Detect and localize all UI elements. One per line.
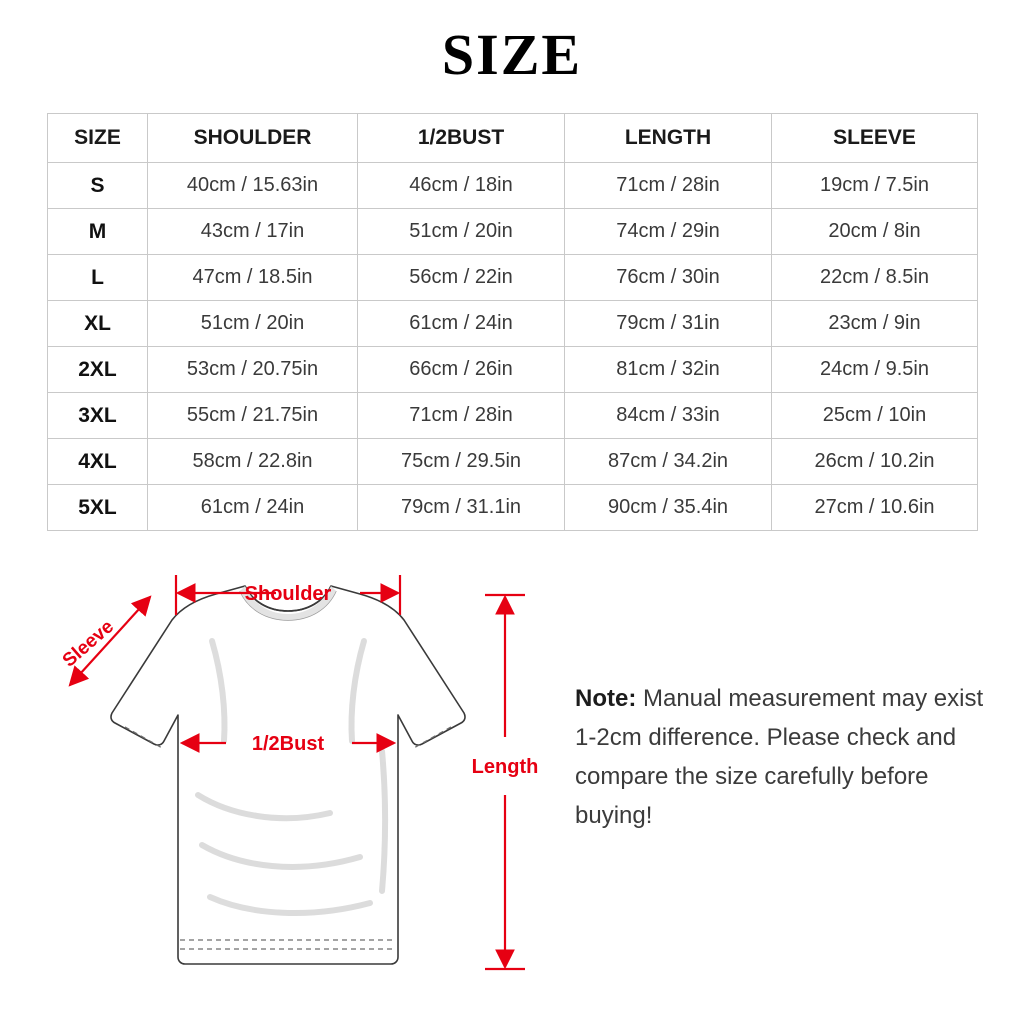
cell-size: M xyxy=(48,209,148,255)
column-header-length: LENGTH xyxy=(565,114,772,163)
length-measure-annotation xyxy=(485,595,525,969)
cell-shoulder: 47cm / 18.5in xyxy=(148,255,358,301)
cell-bust: 56cm / 22in xyxy=(358,255,565,301)
cell-sleeve: 22cm / 8.5in xyxy=(772,255,978,301)
cell-size: 3XL xyxy=(48,393,148,439)
table-row xyxy=(48,439,978,485)
table-row xyxy=(48,163,978,209)
cell-sleeve: 27cm / 10.6in xyxy=(772,485,978,531)
size-chart-table xyxy=(47,113,978,531)
tshirt-measurement-diagram xyxy=(30,545,560,1015)
note-block xyxy=(575,680,995,836)
cell-length: 81cm / 32in xyxy=(565,347,772,393)
cell-shoulder: 51cm / 20in xyxy=(148,301,358,347)
column-header-sleeve: SLEEVE xyxy=(772,114,978,163)
length-label: Length xyxy=(471,756,539,778)
cell-length: 84cm / 33in xyxy=(565,393,772,439)
cell-bust: 46cm / 18in xyxy=(358,163,565,209)
cell-length: 87cm / 34.2in xyxy=(565,439,772,485)
cell-bust: 75cm / 29.5in xyxy=(358,439,565,485)
cell-shoulder: 43cm / 17in xyxy=(148,209,358,255)
shoulder-label: Shoulder xyxy=(244,583,332,605)
column-header-bust: 1/2BUST xyxy=(358,114,565,163)
cell-sleeve: 26cm / 10.2in xyxy=(772,439,978,485)
cell-size: 5XL xyxy=(48,485,148,531)
cell-length: 76cm / 30in xyxy=(565,255,772,301)
table-row xyxy=(48,393,978,439)
cell-sleeve: 20cm / 8in xyxy=(772,209,978,255)
cell-sleeve: 24cm / 9.5in xyxy=(772,347,978,393)
sleeve-label: Sleeve xyxy=(58,616,119,672)
column-header-size: SIZE xyxy=(48,114,148,163)
cell-sleeve: 19cm / 7.5in xyxy=(772,163,978,209)
note-text: Manual measurement may exist 1-2cm difference. Please check and compare the size carefully before buying! xyxy=(575,685,984,829)
cell-length: 71cm / 28in xyxy=(565,163,772,209)
bust-label: 1/2Bust xyxy=(251,733,325,755)
cell-shoulder: 53cm / 20.75in xyxy=(148,347,358,393)
cell-sleeve: 25cm / 10in xyxy=(772,393,978,439)
cell-length: 79cm / 31in xyxy=(565,301,772,347)
cell-size: XL xyxy=(48,301,148,347)
cell-size: L xyxy=(48,255,148,301)
table-row xyxy=(48,255,978,301)
cell-bust: 79cm / 31.1in xyxy=(358,485,565,531)
cell-bust: 66cm / 26in xyxy=(358,347,565,393)
table-row xyxy=(48,485,978,531)
cell-shoulder: 55cm / 21.75in xyxy=(148,393,358,439)
cell-bust: 71cm / 28in xyxy=(358,393,565,439)
table-header-row xyxy=(48,114,978,163)
cell-bust: 51cm / 20in xyxy=(358,209,565,255)
cell-shoulder: 58cm / 22.8in xyxy=(148,439,358,485)
cell-length: 74cm / 29in xyxy=(565,209,772,255)
column-header-shoulder: SHOULDER xyxy=(148,114,358,163)
cell-size: 4XL xyxy=(48,439,148,485)
table-row xyxy=(48,301,978,347)
page-title: SIZE xyxy=(441,22,583,87)
cell-shoulder: 40cm / 15.63in xyxy=(148,163,358,209)
cell-sleeve: 23cm / 9in xyxy=(772,301,978,347)
table-row xyxy=(48,347,978,393)
table-row xyxy=(48,209,978,255)
cell-size: S xyxy=(48,163,148,209)
cell-length: 90cm / 35.4in xyxy=(565,485,772,531)
cell-shoulder: 61cm / 24in xyxy=(148,485,358,531)
cell-bust: 61cm / 24in xyxy=(358,301,565,347)
note-label: Note: xyxy=(575,685,637,712)
tshirt-illustration xyxy=(111,586,465,964)
cell-size: 2XL xyxy=(48,347,148,393)
